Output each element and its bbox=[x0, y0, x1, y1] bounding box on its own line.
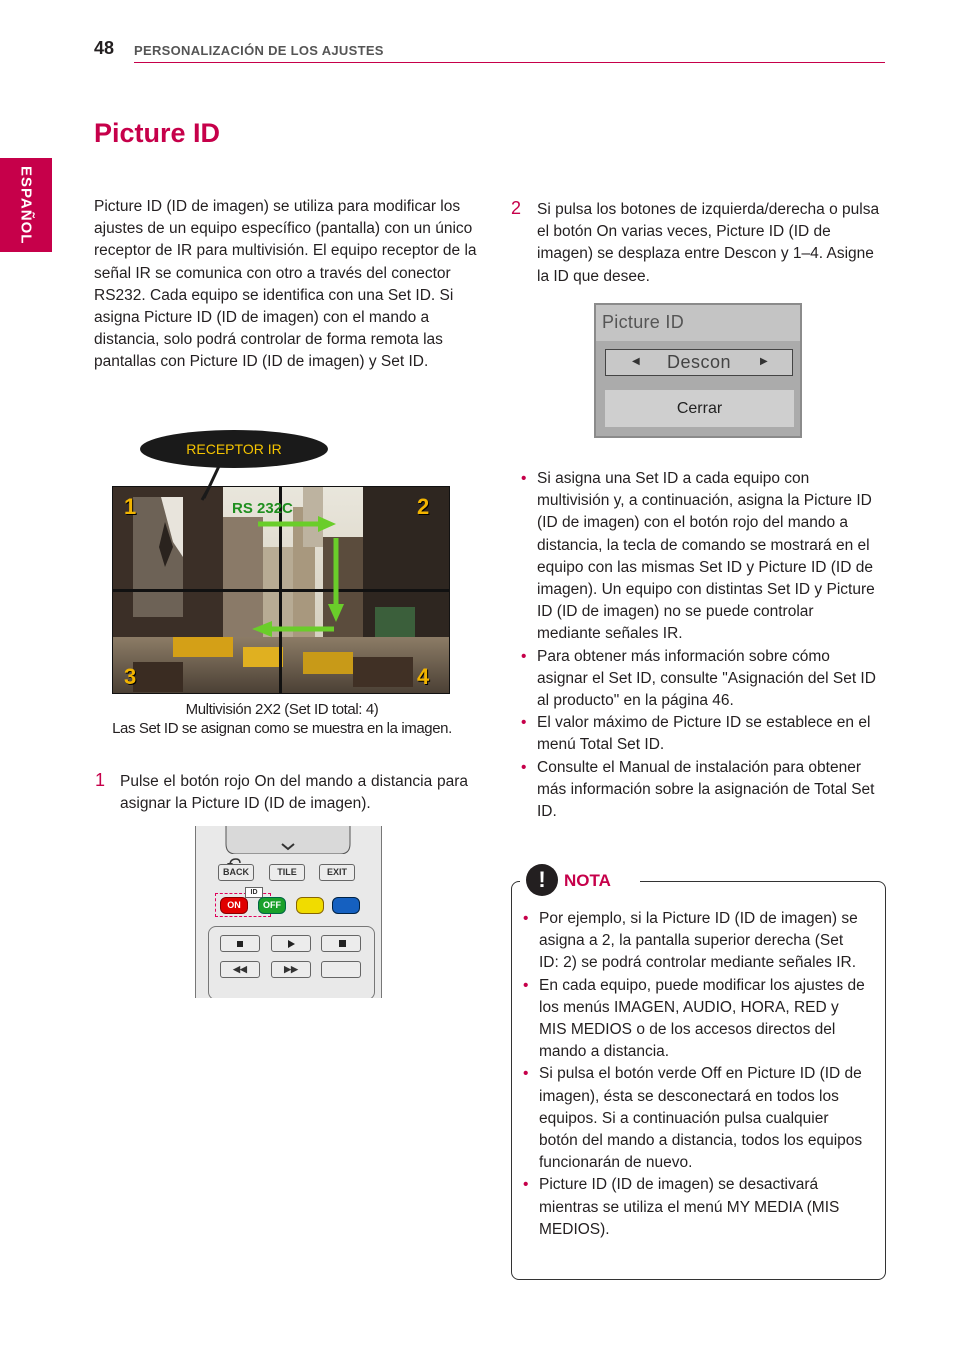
blank-remote-button[interactable] bbox=[321, 961, 361, 978]
note-bullets bbox=[517, 908, 867, 1241]
note-label: NOTA bbox=[564, 871, 611, 890]
step-2-text: Si pulsa los botones de izquierda/derecha o pulsa el botón On varias veces, Picture ID (ID de imagen) se desplaza entre Descon y 1–4. Asigne la ID que desee. bbox=[537, 201, 880, 285]
remote-dpad bbox=[224, 826, 352, 854]
remote-control bbox=[195, 826, 382, 998]
pause-button[interactable] bbox=[321, 935, 361, 952]
rs232-label: RS 232C bbox=[232, 500, 293, 517]
tile-button[interactable]: TILE bbox=[269, 864, 305, 881]
on-red-button[interactable]: ON bbox=[220, 897, 248, 914]
left-arrow-icon[interactable]: ◀ bbox=[632, 356, 640, 367]
language-tab-label: ESPAÑOL bbox=[17, 165, 35, 245]
page-number: 48 bbox=[94, 38, 115, 58]
blue-button[interactable] bbox=[332, 897, 360, 914]
fast-forward-icon: ▶▶ bbox=[284, 964, 298, 974]
note-item: • En cada equipo, puede modificar los ajustes de los menús IMAGEN, AUDIO, HORA, RED y MIS MEDIOS o de los accesos directos del mando a distancia. bbox=[517, 975, 867, 1064]
bullet-item: • Si asigna una Set ID a cada equipo con multivisión y, a continuación, asigna la Picture ID (ID de imagen) con el botón rojo del mando a distancia, la tecla de comando se mostrará en el equipo con las mismas Set ID y Picture ID (ID de imagen). Un equipo con distintas Set ID y Picture ID (ID de imagen) no se puede controlar mediante señales IR. bbox=[515, 468, 877, 646]
note-item: • Por ejemplo, si la Picture ID (ID de imagen) se asigna a 2, la pantalla superior derecha (Set ID: 2) se podrá controlar mediante señales IR. bbox=[517, 908, 867, 975]
tile-number-1: 1 bbox=[124, 494, 137, 519]
tile-number-2: 2 bbox=[417, 494, 430, 519]
pause-icon bbox=[339, 940, 343, 947]
dialog-title: Picture ID bbox=[602, 312, 685, 332]
rewind-icon: ◀◀ bbox=[233, 964, 247, 974]
step-2-number: 2 bbox=[511, 198, 522, 218]
figure-caption bbox=[94, 700, 470, 738]
note-item: • Picture ID (ID de imagen) se desactivará mientras se utiliza el menú MY MEDIA (MIS MEDIOS). bbox=[517, 1174, 867, 1241]
yellow-button[interactable] bbox=[296, 897, 324, 914]
right-arrow-icon[interactable]: ▶ bbox=[760, 356, 768, 367]
bullet-item: • Para obtener más información sobre cómo asignar el Set ID, consulte "Asignación del Set ID al producto" en la página 46. bbox=[515, 646, 877, 713]
intro-paragraph: Picture ID (ID de imagen) se utiliza para modificar los ajustes de un equipo específico (pantalla) con un único receptor de IR para multivisión. El equipo receptor de la señal IR se comunica con otro a través del conector RS232. Cada equipo se identifica con una Set ID. Si asigna Picture ID (ID de imagen) con el mando a distancia, solo podrá controlar de forma remota las pantallas con Picture ID (ID de imagen) y Set ID. bbox=[94, 198, 477, 371]
step-1-text: Pulse el botón rojo On del mando a distancia para asignar la Picture ID (ID de imagen). bbox=[120, 773, 468, 813]
fast-forward-button[interactable] bbox=[271, 961, 311, 978]
caption-line-1: Multivisión 2X2 (Set ID total: 4) bbox=[185, 701, 379, 718]
stop-button[interactable] bbox=[220, 935, 260, 952]
bullet-item: • Consulte el Manual de instalación para obtener más información sobre la asignación de Total Set ID. bbox=[515, 757, 877, 824]
rewind-button[interactable] bbox=[220, 961, 260, 978]
play-button[interactable] bbox=[271, 935, 311, 952]
note-item: • Si pulsa el botón verde Off en Picture ID (ID de imagen), ésta se desconectará en todos los equipos. Si a continuación pulsa cualquier botón del mando a distancia, todos los equipos funcionarán de nuevo. bbox=[517, 1063, 867, 1174]
info-bullets bbox=[515, 468, 877, 823]
stop-icon bbox=[237, 941, 243, 947]
id-label: ID bbox=[245, 887, 263, 898]
tile-number-3: 3 bbox=[124, 664, 137, 689]
caption-line-2: Las Set ID se asignan como se muestra en la imagen. bbox=[112, 720, 452, 737]
header-rule bbox=[134, 62, 885, 63]
bullet-item: • El valor máximo de Picture ID se establece en el menú Total Set ID. bbox=[515, 712, 877, 756]
close-button[interactable]: Cerrar bbox=[605, 390, 794, 427]
section-title: PERSONALIZACIÓN DE LOS AJUSTES bbox=[134, 43, 384, 58]
play-icon bbox=[288, 940, 295, 948]
warning-icon: ! bbox=[526, 864, 558, 896]
receptor-label: RECEPTOR IR bbox=[186, 441, 282, 457]
page-title: Picture ID bbox=[94, 118, 221, 148]
picture-id-value: Descon bbox=[666, 352, 732, 372]
back-button[interactable]: BACK bbox=[218, 864, 254, 881]
off-green-button[interactable]: OFF bbox=[258, 897, 286, 914]
exit-button[interactable]: EXIT bbox=[319, 864, 355, 881]
step-1-number: 1 bbox=[95, 770, 106, 790]
receptor-pointer bbox=[196, 462, 226, 502]
tile-number-4: 4 bbox=[417, 664, 430, 689]
